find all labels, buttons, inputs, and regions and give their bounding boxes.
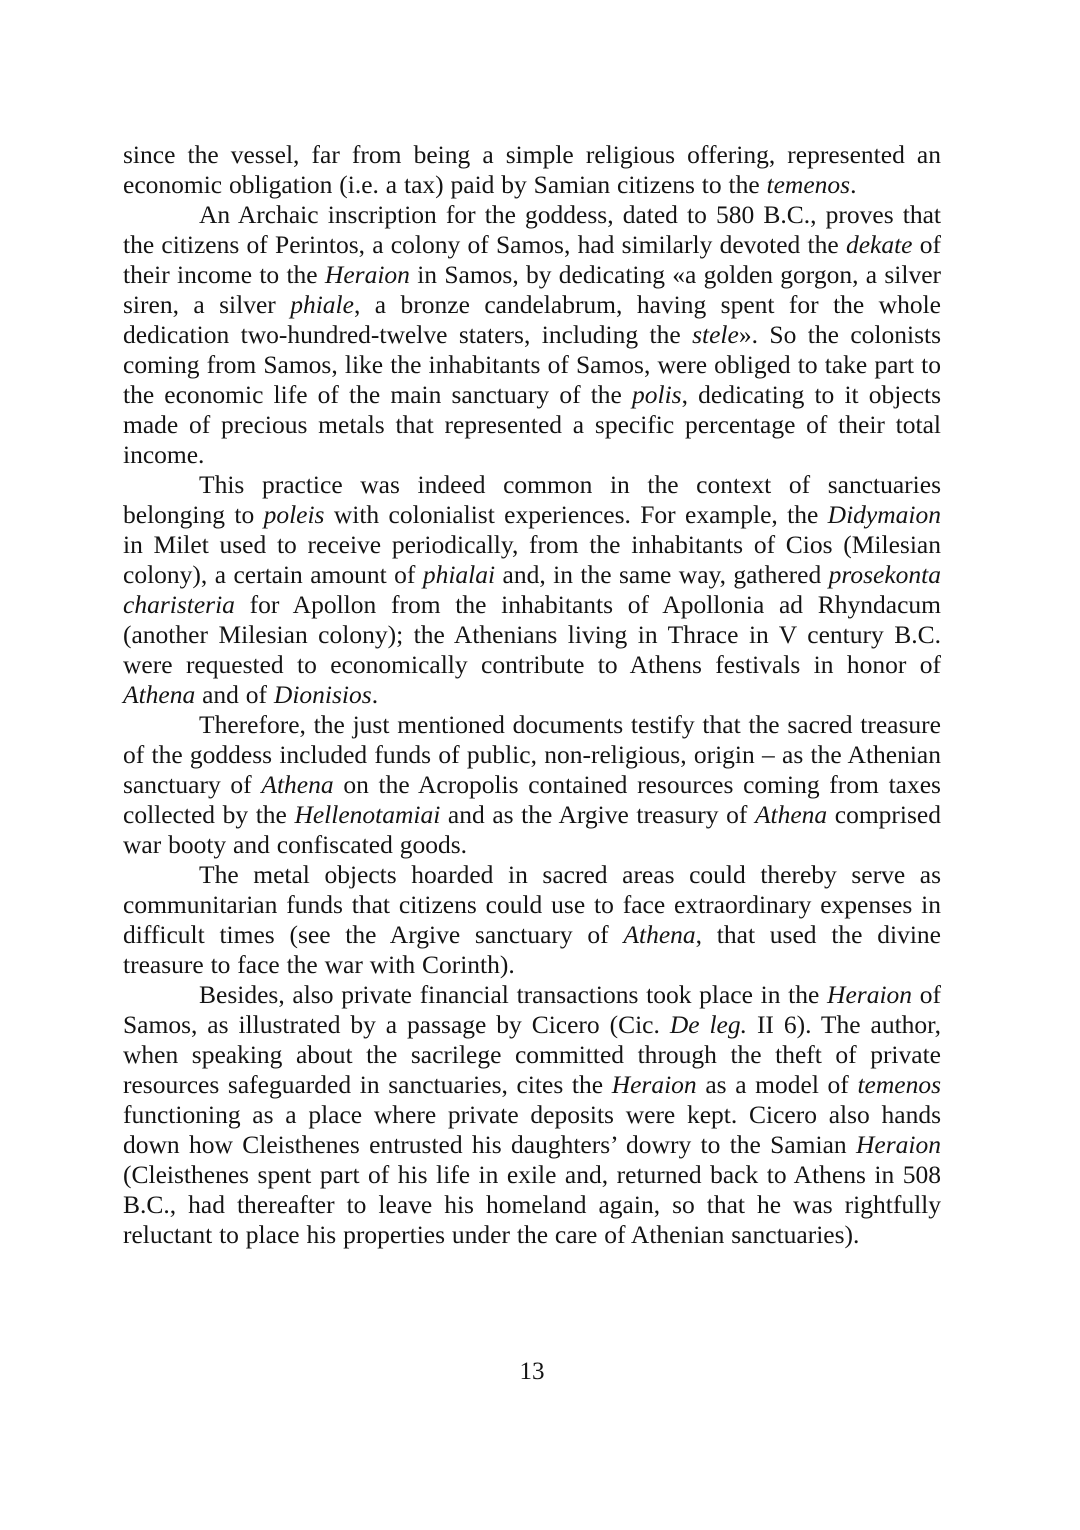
italic-term: Heraion [856,1130,941,1159]
text-run: in Samos, by dedicating «a golden gorgon, a silver siren, a silver [123,260,941,319]
text-run: ». So the colonists coming from Samos, like the inhabitants of Samos, were obliged to take part to the economic life of the main sanctuary of the [123,320,942,409]
paragraph [123,470,941,710]
paragraph [123,980,941,1250]
text-run: with colonialist experiences. For example, the [324,500,828,529]
text-run: as a model of [696,1070,858,1099]
italic-term: Athena [754,800,828,829]
italic-term: dekate [845,230,913,259]
text-run: and as the Argive treasury of [440,800,755,829]
italic-term: Dionisios [273,680,372,709]
italic-term: Athena [623,920,696,949]
text-run: functioning as a place where private deposits were kept. Cicero also hands down how Cleisthenes entrusted his daughters’ dowry to the Samian [123,1100,941,1159]
page-number: 13 [519,1358,545,1385]
italic-term: stele [692,320,739,349]
text-run: Therefore, the just mentioned documents testify that the sacred treasure of the goddess included funds of public, non-religious, origin – as the Athenian sanctuary of [123,710,941,799]
italic-term: De leg. [669,1010,748,1039]
text-run: and of [195,680,274,709]
italic-term: Didymaion [827,500,941,529]
text-run: An Archaic inscription for the goddess, dated to 580 B.C., proves that the citizens of Perintos, a colony of Samos, had similarly devoted the [123,200,941,259]
italic-term: polis [632,380,682,409]
italic-term: Hellenotamiai [294,800,441,829]
text-run: (Cleisthenes spent part of his life in exile and, returned back to Athens in 508 B.C., had thereafter to leave his homeland again, so that he was rightfully reluctant to place his properties under the care of Athenian sanctuaries). [123,1160,941,1249]
paragraph [123,860,941,980]
text-body [123,140,941,1250]
text-run: . [371,680,379,709]
text-run: , a bronze candelabrum, having spent for the whole dedication two-hundred-twelve staters, including the [123,290,941,349]
italic-term: phiale [290,290,354,319]
italic-term: Heraion [324,260,410,289]
italic-term: temenos [766,170,851,199]
paragraph [123,710,941,860]
italic-term: Heraion [827,980,913,1009]
text-run: and, in the same way, gathered [495,560,829,589]
text-run: II 6). The author, when speaking about the sacrilege committed through the theft of private resources safeguarded in sanctuaries, cites the [123,1010,942,1099]
text-run: , dedicating to it objects made of precious metals that represented a specific percentage of their total income. [123,380,941,469]
italic-term: Heraion [611,1070,697,1099]
italic-term: prosekonta charisteria [123,560,941,619]
italic-term: temenos [857,1070,941,1099]
italic-term: Athena [123,680,196,709]
text-run: . [850,170,857,199]
text-run: Besides, also private financial transactions took place in the [199,980,828,1009]
text-run: comprised war booty and confiscated goods. [123,800,941,859]
text-run: of Samos, as illustrated by a passage by Cicero (Cic. [123,980,941,1039]
text-run: for Apollon from the inhabitants of Apollonia ad Rhyndacum (another Milesian colony); the Athenians living in Thrace in V century B.C. were requested to economically contribute to Athens festivals in honor of [123,590,941,679]
text-run: of their income to the [123,230,941,289]
paragraph [123,140,941,200]
text-run: , that used the divine treasure to face the war with Corinth). [123,920,941,979]
text-run: This practice was indeed common in the context of sanctuaries belonging to [123,470,941,529]
text-run: The metal objects hoarded in sacred areas could thereby serve as communitarian funds that citizens could use to face extraordinary expenses in difficult times (see the Argive sanctuary of [123,860,941,949]
italic-term: Athena [261,770,334,799]
italic-term: poleis [263,500,325,529]
text-run: in Milet used to receive periodically, from the inhabitants of Cios (Milesian colony), a certain amount of [123,530,941,589]
paragraph [123,200,941,470]
italic-term: phialai [422,560,496,589]
text-run: since the vessel, far from being a simple religious offering, represented an economic obligation (i.e. a tax) paid by Samian citizens to the [123,140,941,199]
text-run: on the Acropolis contained resources coming from taxes collected by the [123,770,941,829]
